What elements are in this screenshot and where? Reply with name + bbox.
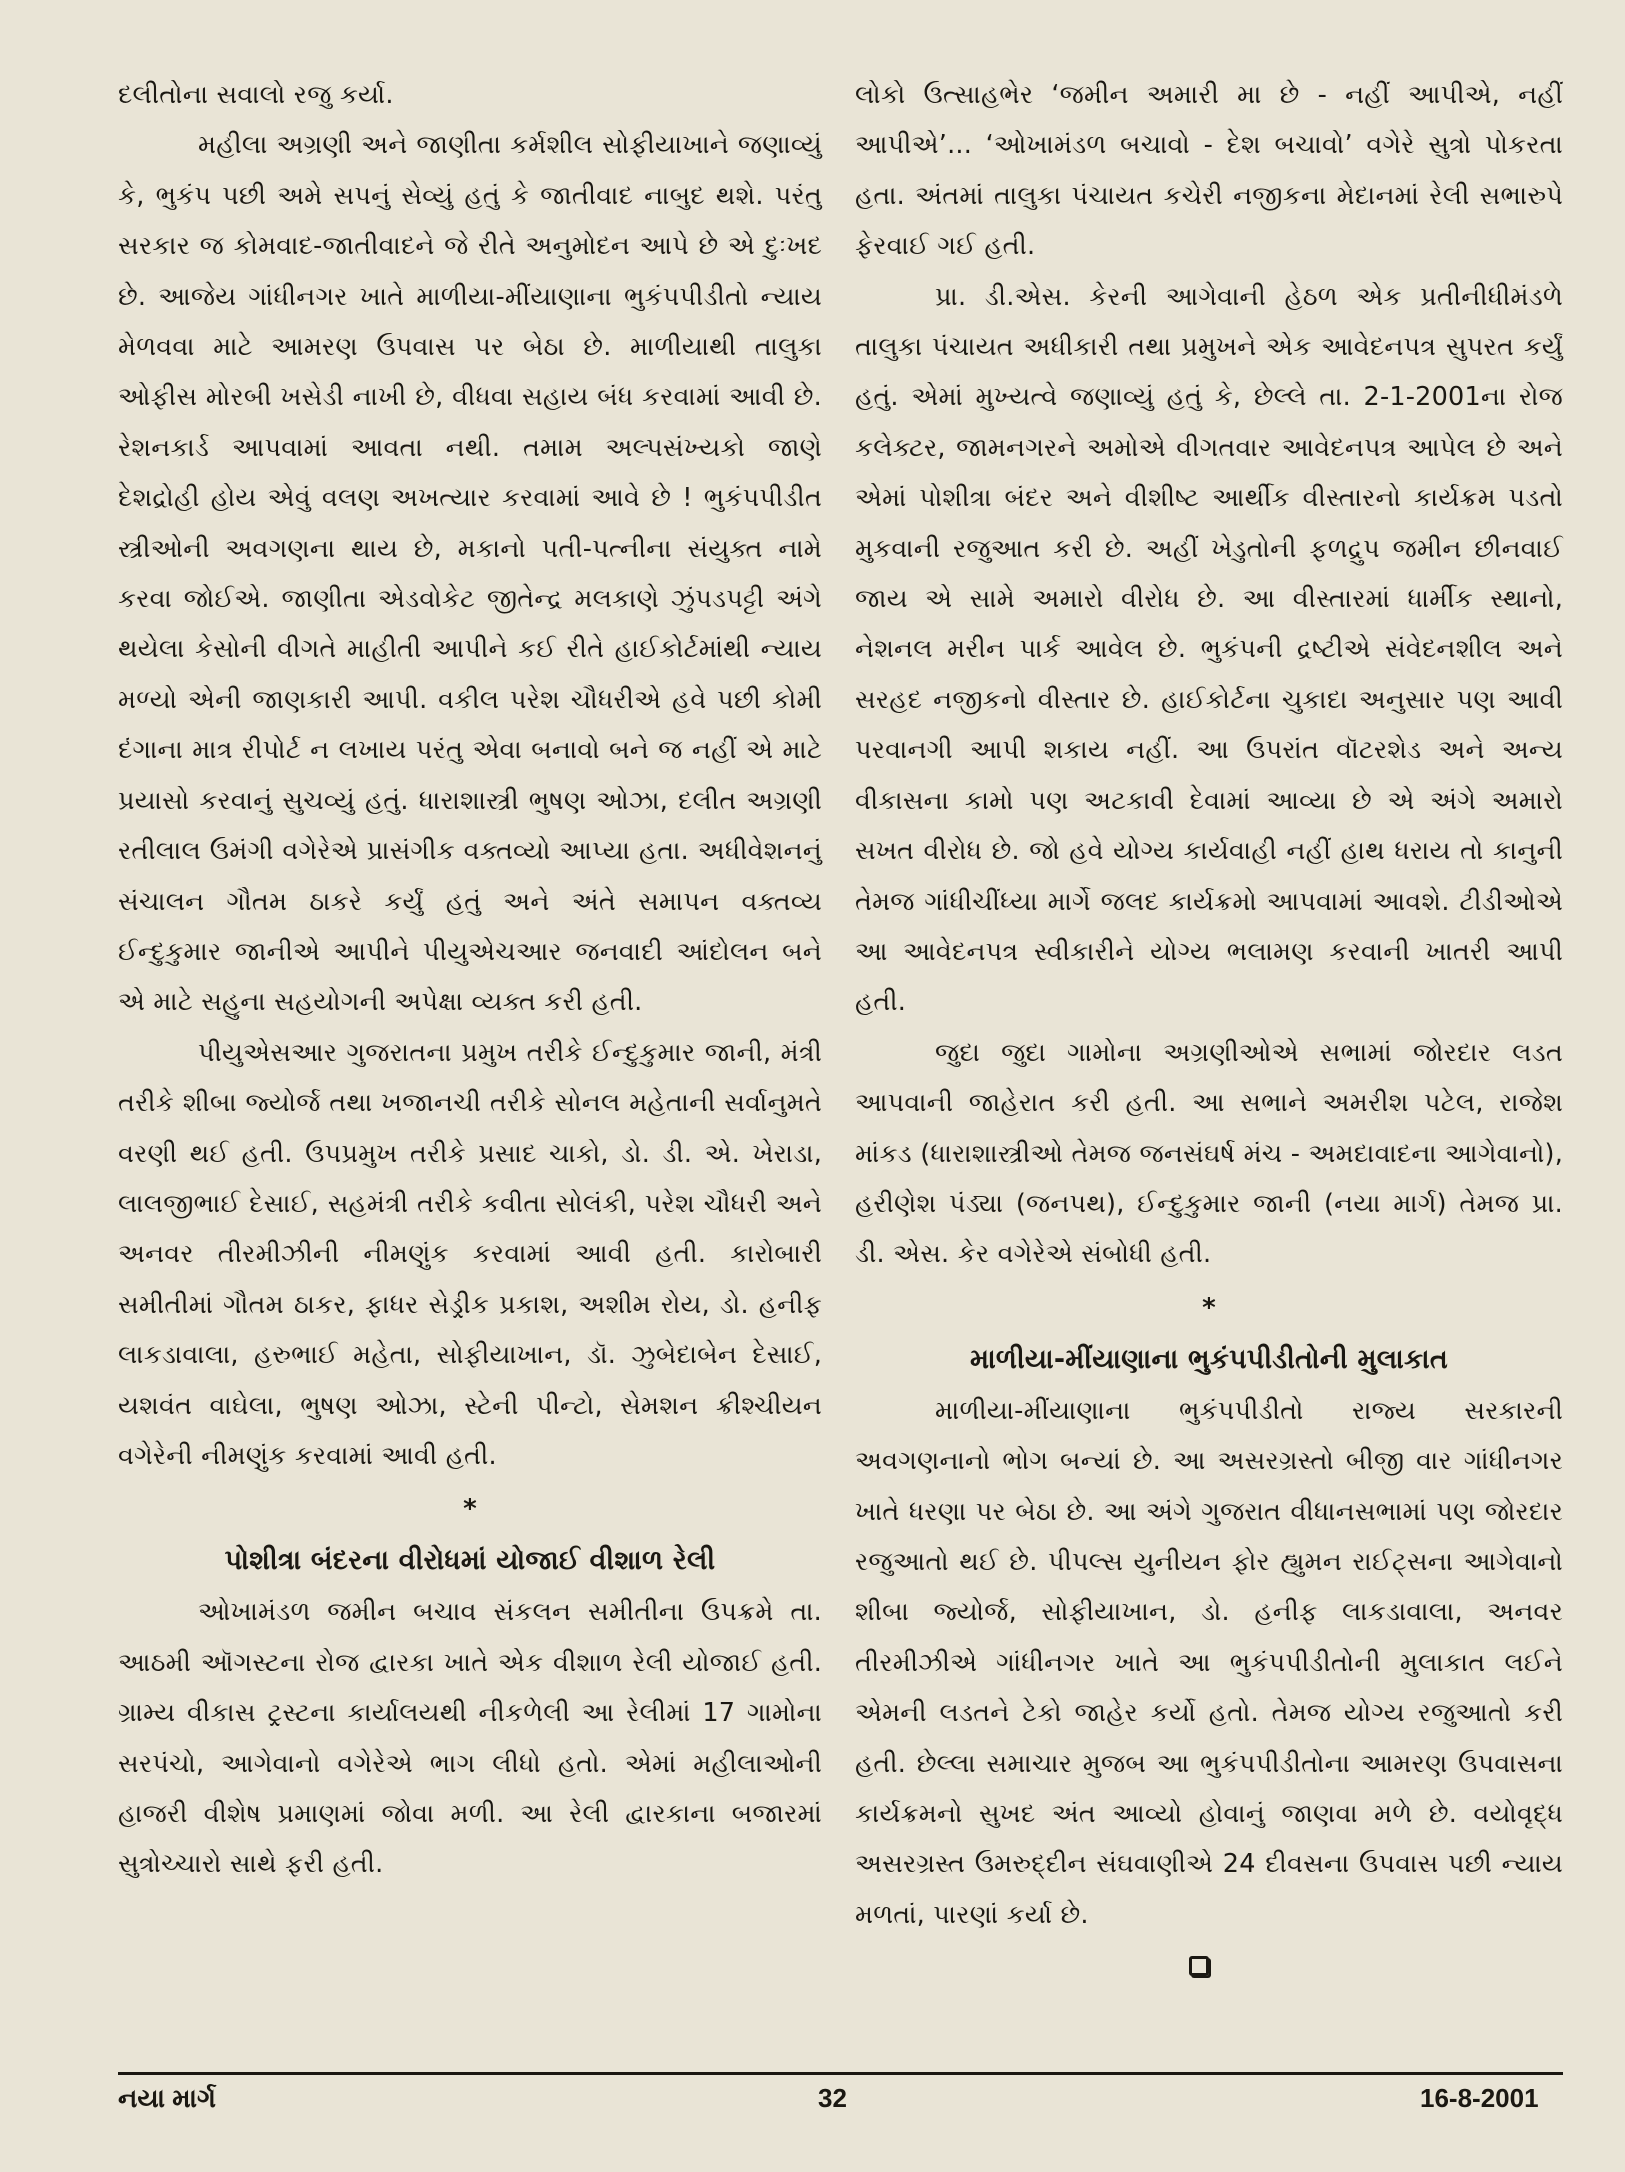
section-divider-star: * (1202, 1292, 1216, 1323)
square-end-mark-icon (1189, 1956, 1209, 1976)
right-column (855, 70, 1563, 1976)
left-paragraph-1: દલીતોના સવાલો રજુ કર્યા. (118, 80, 394, 110)
right-paragraph-4: માળીયા-મીંયાણાના ભુકંપપીડીતો રાજ્ય સરકારની અવગણનાનો ભોગ બન્યાં છે. આ અસરગ્રસ્તો બીજી વાર ગાંધીનગર ખાતે ધરણા પર બેઠા છે. આ અંગે ગુજરાત વીધાનસભામાં પણ જોરદાર રજુઆતો થઈ છે. પીપલ્સ યુનીયન ફોર હ્યુમન રાઈટ્સના આગેવાનો શીબા જ્યોર્જ, સોફીયાખાન, ડો. હનીફ લાકડાવાલા, અનવર તીરમીઝીએ ગાંધીનગર ખાતે આ ભુકંપપીડીતોની મુલાકાત લઈને એમની લડતને ટેકો જાહેર કર્યો હતો. તેમજ યોગ્ય રજુઆતો કરી હતી. છેલ્લા સમાચાર મુજબ આ ભુકંપપીડીતોના આમરણ ઉપવાસના કાર્યક્રમનો સુખદ અંત આવ્યો હોવાનું જાણવા મળે છે. વયોવૃદ્ધ અસરગ્રસ્ત ઉમરુદ્દીન સંઘવાણીએ 24 દીવસના ઉપવાસ પછી ન્યાય મળતાં, પારણાં કર્યા છે. (855, 1395, 1563, 1930)
right-paragraph-1: લોકો ઉત્સાહભેર ‘જમીન અમારી મા છે - નહીં આપીએ, નહીં આપીએ’... ‘ઓખામંડળ બચાવો - દેશ બચાવો’ વગેરે સુત્રો પોકરતા હતા. અંતમાં તાલુકા પંચાયત કચેરી નજીકના મેદાનમાં રેલી સભારુપે ફેરવાઈ ગઈ હતી. (855, 80, 1563, 262)
left-column (118, 70, 822, 1890)
section-heading-poshitra-rally: પોશીત્રા બંદરના વીરોધમાં યોજાઈ વીશાળ રેલી (224, 1545, 716, 1577)
left-paragraph-4: ઓખામંડળ જમીન બચાવ સંકલન સમીતીના ઉપક્રમે તા. આઠમી ઑગસ્ટના રોજ દ્વારકા ખાતે એક વીશાળ રેલી યોજાઈ હતી. ગ્રામ્ય વીકાસ ટ્રસ્ટના કાર્યાલયથી નીકળેલી આ રેલીમાં 17 ગામોના સરપંચો, આગેવાનો વગેરેએ ભાગ લીધો હતો. એમાં મહીલાઓની હાજરી વીશેષ પ્રમાણમાં જોવા મળી. આ રેલી દ્વારકાના બજારમાં સુત્રોચ્ચારો સાથે ફરી હતી. (118, 1597, 822, 1880)
section-heading-maliya-visit: માળીયા-મીંયાણાના ભુકંપપીડીતોની મુલાકાત (970, 1343, 1448, 1375)
left-paragraph-3: પીયુએસઆર ગુજરાતના પ્રમુખ તરીકે ઈન્દુકુમાર જાની, મંત્રી તરીકે શીબા જ્યોર્જ તથા ખજાનચી તરીકે સોનલ મહેતાની સર્વાનુમતે વરણી થઈ હતી. ઉપપ્રમુખ તરીકે પ્રસાદ ચાકો, ડો. ડી. એ. ખેરાડા, લાલજીભાઈ દેસાઈ, સહમંત્રી તરીકે કવીતા સોલંકી, પરેશ ચૌધરી અને અનવર તીરમીઝીની નીમણુંક કરવામાં આવી હતી. કારોબારી સમીતીમાં ગૌતમ ઠાકર, ફાધર સેડ્રીક પ્રકાશ, અશીમ રોય, ડો. હનીફ લાકડાવાલા, હરુભાઈ મહેતા, સોફીયાખાન, ડૉ. ઝુબેદાબેન દેસાઈ, યશવંત વાઘેલા, ભુષણ ઓઝા, સ્ટેની પીન્ટો, સેમશન ક્રીશ્ચીયન વગેરેની નીમણુંક કરવામાં આવી હતી. (118, 1037, 822, 1471)
footer-rule (118, 2072, 1563, 2075)
footer-page-number: 32 (818, 2083, 847, 2113)
right-paragraph-3: જુદા જુદા ગામોના અગ્રણીઓએ સભામાં જોરદાર લડત આપવાની જાહેરાત કરી હતી. આ સભાને અમરીશ પટેલ, રાજેશ માંકડ (ધારાશાસ્ત્રીઓ તેમજ જનસંઘર્ષ મંચ - અમદાવાદના આગેવાનો), હરીણેશ પંડ્યા (જનપથ), ઈન્દુકુમાર જાની (નયા માર્ગ) તેમજ પ્રા. ડી. એસ. કેર વગેરેએ સંબોધી હતી. (855, 1037, 1563, 1270)
left-paragraph-2: મહીલા અગ્રણી અને જાણીતા કર્મશીલ સોફીયાખાને જણાવ્યું કે, ભુકંપ પછી અમે સપનું સેવ્યું હતું કે જાતીવાદ નાબુદ થશે. પરંતુ સરકાર જ કોમવાદ-જાતીવાદને જે રીતે અનુમોદન આપે છે એ દુઃખદ છે. આજેય ગાંધીનગર ખાતે માળીયા-મીંયાણાના ભુકંપપીડીતો ન્યાય મેળવવા માટે આમરણ ઉપવાસ પર બેઠા છે. માળીયાથી તાલુકા ઓફીસ મોરબી ખસેડી નાખી છે, વીધવા સહાય બંધ કરવામાં આવી છે. રેશનકાર્ડ આપવામાં આવતા નથી. તમામ અલ્પસંખ્યકો જાણે દેશદ્રોહી હોય એવું વલણ અખત્યાર કરવામાં આવે છે ! ભુકંપપીડીત સ્ત્રીઓની અવગણના થાય છે, મકાનો પતી-પત્નીના સંયુક્ત નામે કરવા જોઈએ. જાણીતા એડવોકેટ જીતેન્દ્ર મલકાણે ઝુંપડપટ્ટી અંગે થયેલા કેસોની વીગતે માહીતી આપીને કઈ રીતે હાઈકોર્ટમાંથી ન્યાય મળ્યો એની જાણકારી આપી. વકીલ પરેશ ચૌધરીએ હવે પછી કોમી દંગાના માત્ર રીપોર્ટ ન લખાય પરંતુ એવા બનાવો બને જ નહીં એ માટે પ્રયાસો કરવાનું સુચવ્યું હતું. ધારાશાસ્ત્રી ભુષણ ઓઝા, દલીત અગ્રણી રતીલાલ ઉમંગી વગેરેએ પ્રાસંગીક વક્તવ્યો આપ્યા હતા. અધીવેશનનું સંચાલન ગૌતમ ઠાકરે કર્યું હતું અને અંતે સમાપન વક્તવ્ય ઈન્દુકુમાર જાનીએ આપીને પીયુએચઆર જનવાદી આંદોલન બને એ માટે સહુના સહયોગની અપેક્ષા વ્યક્ત કરી હતી. (118, 130, 822, 1018)
footer-date: 16-8-2001 (1420, 2083, 1539, 2113)
section-divider-star: * (463, 1494, 477, 1525)
footer-publication-name: નયા માર્ગ (118, 2083, 216, 2113)
right-paragraph-2: પ્રા. ડી.એસ. કેરની આગેવાની હેઠળ એક પ્રતીનીધીમંડળે તાલુકા પંચાયત અધીકારી તથા પ્રમુખને એક આવેદનપત્ર સુપરત કર્યું હતું. એમાં મુખ્યત્વે જણાવ્યું હતું કે, છેલ્લે તા. 2-1-2001ના રોજ કલેક્ટર, જામનગરને અમોએ વીગતવાર આવેદનપત્ર આપેલ છે અને એમાં પોશીત્રા બંદર અને વીશીષ્ટ આર્થીક વીસ્તારનો કાર્યક્રમ પડતો મુકવાની રજુઆત કરી છે. અહીં ખેડુતોની ફળદ્રુપ જમીન છીનવાઈ જાય એ સામે અમારો વીરોધ છે. આ વીસ્તારમાં ધાર્મીક સ્થાનો, નેશનલ મરીન પાર્ક આવેલ છે. ભુકંપની દ્રષ્ટીએ સંવેદનશીલ અને સરહદ નજીકનો વીસ્તાર છે. હાઈકોર્ટના ચુકાદા અનુસાર પણ આવી પરવાનગી આપી શકાય નહીં. આ ઉપરાંત વૉટરશેડ અને અન્ય વીકાસના કામો પણ અટકાવી દેવામાં આવ્યા છે એ અંગે અમારો સખત વીરોધ છે. જો હવે યોગ્ય કાર્યવાહી નહીં હાથ ધરાય તો કાનુની તેમજ ગાંધીચીંધ્યા માર્ગે જલદ કાર્યક્રમો આપવામાં આવશે. ટીડીઓએ આ આવેદનપત્ર સ્વીકારીને યોગ્ય ભલામણ કરવાની ખાતરી આપી હતી. (855, 281, 1563, 1018)
